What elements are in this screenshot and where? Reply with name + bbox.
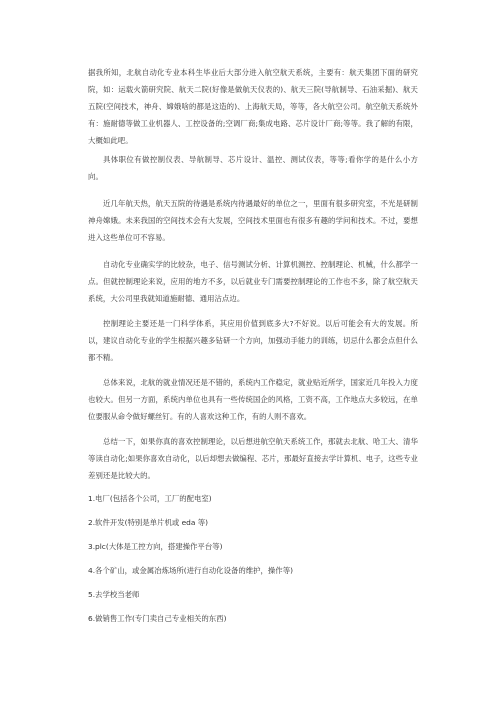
paragraph-employment: 总体来说，北航的就业情况还是不错的，系统内工作稳定，就业贴近所学，国家近几年投入力度也较大。但另一方面，系统内单位也具有一些传统国企的风格，工资不高，工作地点大多较远，在单位要服从命令做好螺丝钉。有的人喜欢这种工作，有的人则不喜欢。 bbox=[88, 378, 418, 421]
list-item-plc: 3.plc(大体是工控方向，搭建操作平台等) bbox=[88, 542, 223, 551]
paragraph-aerospace: 近几年航天热，航天五院的待遇是系统内待遇最好的单位之一，里面有很多研究室，不光是研制神舟嫦娥。未来我国的空间技术会有大发展，空间技术里面也有很多有趣的学问和技术。不过，要想进入这些单位可不容易。 bbox=[88, 199, 418, 242]
paragraph-control-theory: 控制理论主要还是一门科学体系，其应用价值到底多大?不好说。以后可能会有大的发展。所以，建议自动化专业的学生根据兴趣多钻研一个方向，加强动手能力的训练，切忌什么都会点但什么都不精。 bbox=[88, 319, 418, 362]
list-item-mining: 4.各个矿山，或金属冶炼场所(进行自动化设备的维护，操作等) bbox=[88, 566, 293, 575]
list-item-software: 2.软件开发(特别是单片机或 eda 等) bbox=[88, 518, 208, 527]
paragraph-summary: 总结一下，如果你真的喜欢控制理论，以后想进航空航天系统工作，那就去北航、哈工大、清华等读自动化;如果你喜欢自动化，以后却想去做编程、芯片，那最好直接去学计算机、电子，这些专业差别还是比较大的。 bbox=[88, 437, 418, 480]
list-item-sales: 6.做销售工作(专门卖自己专业相关的东西) bbox=[88, 614, 227, 623]
paragraph-curriculum: 自动化专业确实学的比较杂，电子、信号测试分析、计算机测控、控制理论、机械，什么都学一点。但就控制理论来说，应用的地方不多，以后就业专门需要控制理论的工作也不多，除了航空航天系统，大公司里我就知道施耐德、通用沾点边。 bbox=[88, 260, 418, 303]
list-item-teacher: 5.去学校当老师 bbox=[88, 590, 140, 599]
paragraph-intro: 据我所知，北航自动化专业本科生毕业后大部分进入航空航天系统，主要有：航天集团下面的研究院，如：运载火箭研究院、航天二院(好像是做航天仪表的)、航天三院(导航制导、石油采掘)、航天五院(空间技术，神舟、嫦娥啥的都是这造的)、上海航天局，等等，各大航空公司。航空航天系统外有：施耐德等做工业机器人、工控设备的;空调厂商;集成电路、芯片设计厂商;等等。我了解的有限，大概如此吧。 bbox=[88, 68, 418, 145]
list-item-power-plant: 1.电厂(包括各个公司，工厂的配电室) bbox=[88, 494, 212, 503]
paragraph-positions: 具体职位有做控制仪表、导航制导、芯片设计、温控、测试仪表，等等;看你学的是什么小方向。 bbox=[88, 155, 418, 181]
